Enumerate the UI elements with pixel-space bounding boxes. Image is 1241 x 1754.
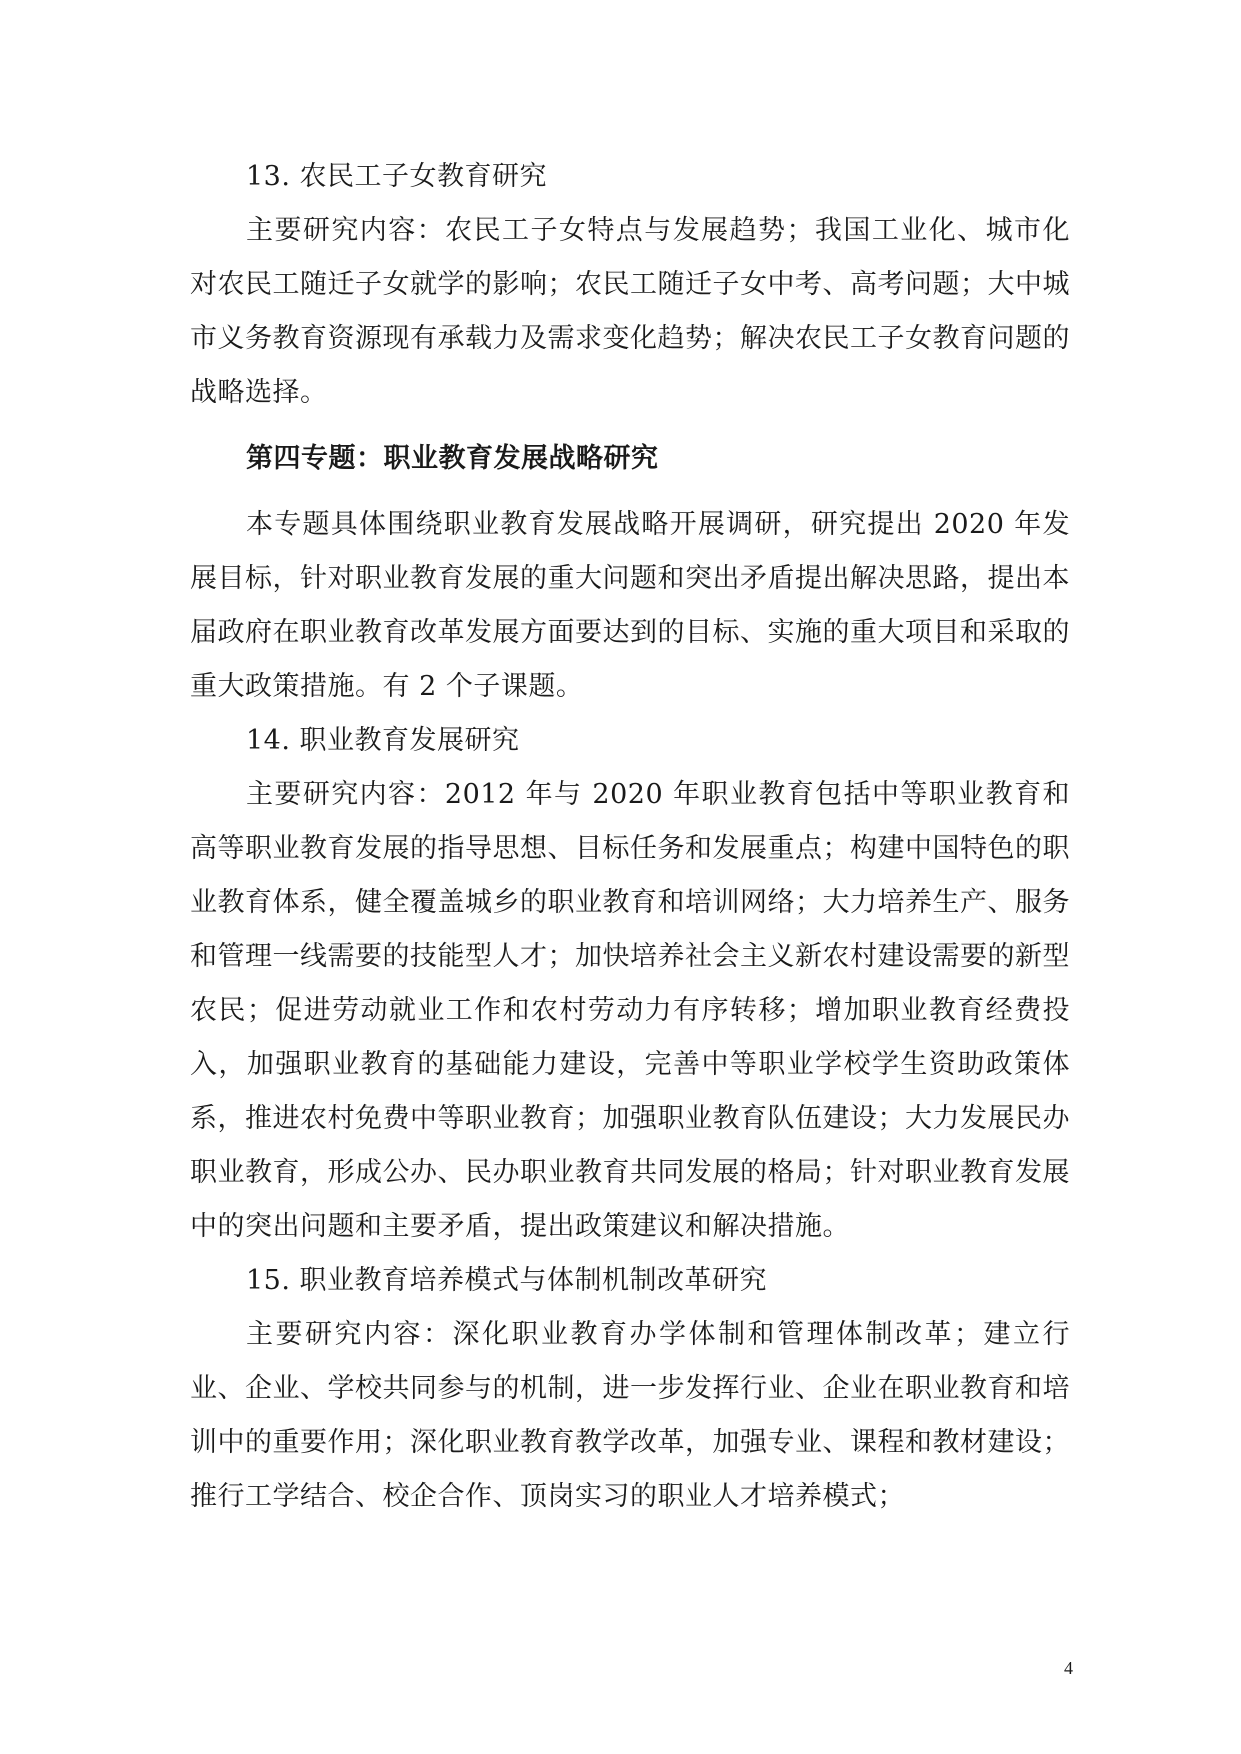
item-15-body: 主要研究内容：深化职业教育办学体制和管理体制改革；建立行业、企业、学校共同参与的机制，进一步发挥行业、企业在职业教育和培训中的重要作用；深化职业教育教学改革，加强专业、课程和教材建设；推行工学结合、校企合作、顶岗实习的职业人才培养模式； — [190, 1319, 1070, 1512]
item-15-title: 15. 职业教育培养模式与体制机制改革研究 — [246, 1265, 768, 1296]
topic-4-heading: 第四专题：职业教育发展战略研究 — [246, 443, 659, 474]
item-14-title: 14. 职业教育发展研究 — [246, 725, 520, 756]
item-13-title: 13. 农民工子女教育研究 — [246, 161, 548, 192]
item-13-body: 主要研究内容：农民工子女特点与发展趋势；我国工业化、城市化对农民工随迁子女就学的影响；农民工随迁子女中考、高考问题；大中城市义务教育资源现有承载力及需求变化趋势；解决农民工子女教育问题的战略选择。 — [190, 215, 1070, 408]
page-content — [190, 150, 1070, 1524]
topic-4-intro: 本专题具体围绕职业教育发展战略开展调研，研究提出 2020 年发展目标，针对职业教育发展的重大问题和突出矛盾提出解决思路，提出本届政府在职业教育改革发展方面要达到的目标、实施的重大项目和采取的重大政策措施。有 2 个子课题。 — [190, 509, 1070, 702]
page-number: 4 — [1064, 1658, 1073, 1678]
item-14-body: 主要研究内容：2012 年与 2020 年职业教育包括中等职业教育和高等职业教育发展的指导思想、目标任务和发展重点；构建中国特色的职业教育体系，健全覆盖城乡的职业教育和培训网络；大力培养生产、服务和管理一线需要的技能型人才；加快培养社会主义新农村建设需要的新型农民；促进劳动就业工作和农村劳动力有序转移；增加职业教育经费投入，加强职业教育的基础能力建设，完善中等职业学校学生资助政策体系，推进农村免费中等职业教育；加强职业教育队伍建设；大力发展民办职业教育，形成公办、民办职业教育共同发展的格局；针对职业教育发展中的突出问题和主要矛盾，提出政策建议和解决措施。 — [190, 779, 1070, 1242]
